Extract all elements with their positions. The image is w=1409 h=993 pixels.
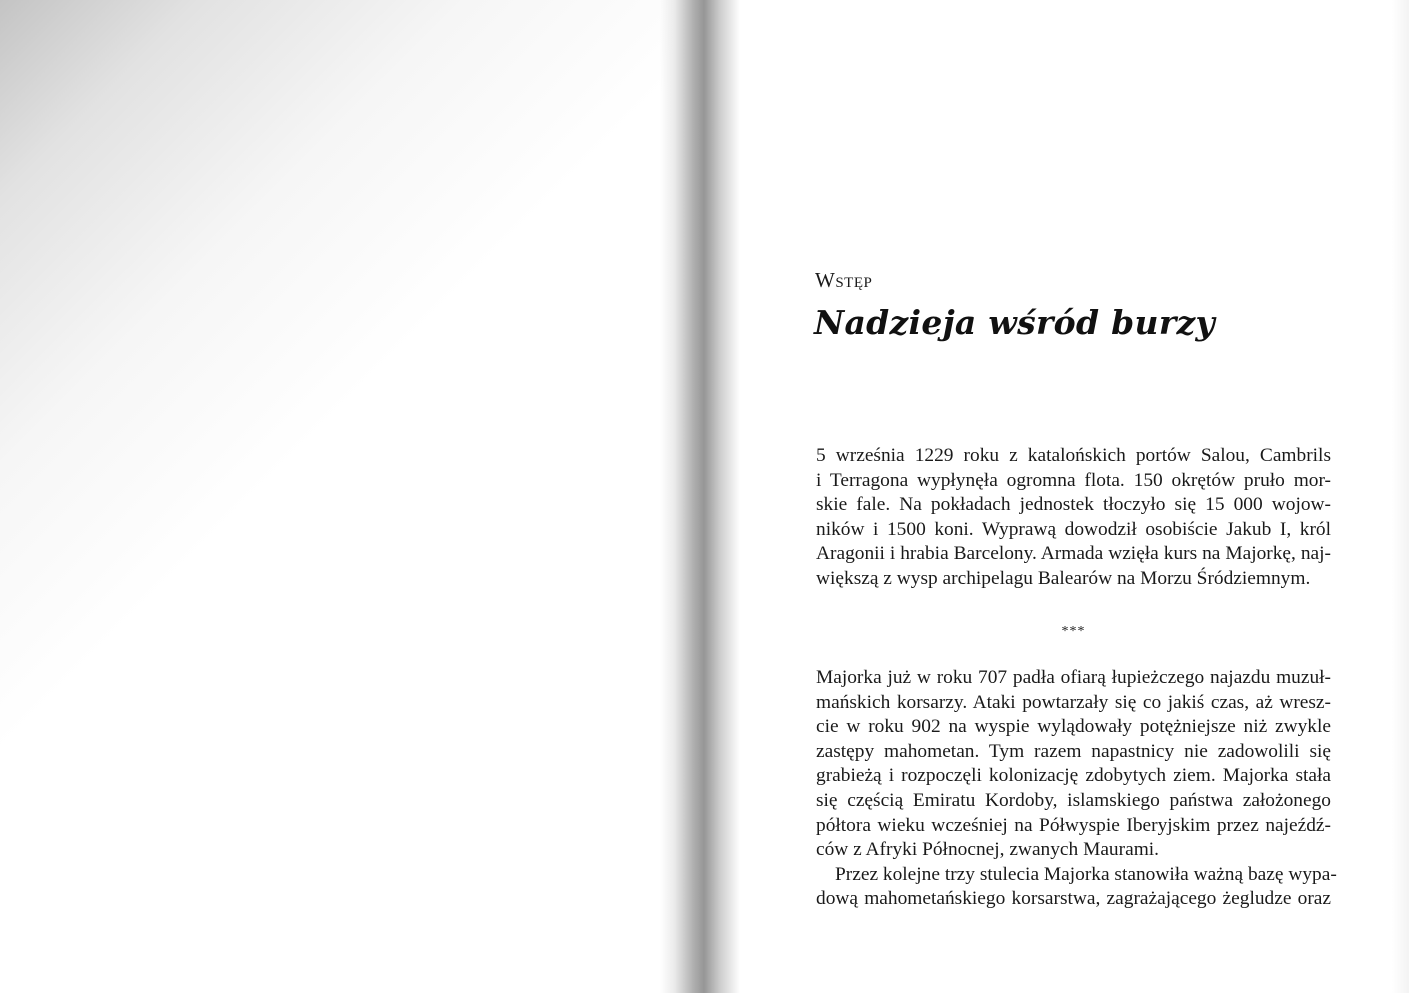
text-line: 5 września 1229 roku z katalońskich portów Salou, Cambrils — [816, 445, 1331, 466]
chapter-title: Nadzieja wśród burzy — [814, 303, 1216, 342]
text-line: ników i 1500 koni. Wyprawą dowodził osobiście Jakub I, król — [816, 518, 1331, 540]
text-line: się częścią Emiratu Kordoby, islamskiego państwa założonego — [816, 789, 1331, 811]
text-line: zastępy mahometan. Tym razem napastnicy nie zadowolili się — [816, 740, 1331, 762]
book-gutter-shadow — [660, 0, 740, 993]
text-line: cie w roku 902 na wyspie wylądowały potężniejsze niż zwykle — [816, 716, 1331, 738]
text-line: i Terragona wypłynęła ogromna flota. 150 okrętów pruło mor- — [816, 469, 1331, 491]
section-label: Wstęp — [815, 268, 873, 292]
text-line: większą z wysp archipelagu Balearów na Morzu Śródziemnym. — [816, 567, 1311, 589]
paragraph-1 — [816, 444, 1331, 592]
text-line: Przez kolejne trzy stulecia Majorka stanowiła ważną bazę wypa- — [835, 863, 1337, 885]
text-line: dową mahometańskiego korsarstwa, zagrażającego żegludze oraz — [816, 888, 1331, 910]
left-page-blank — [0, 0, 680, 993]
page-edge — [1392, 0, 1409, 993]
text-line: Majorka już w roku 707 padła ofiarą łupieżczego najazdu muzuł- — [816, 667, 1331, 688]
text-line: Aragonii i hrabia Barcelony. Armada wzięła kurs na Majorkę, naj- — [816, 543, 1331, 565]
paragraph-2 — [816, 666, 1337, 912]
section-separator: *** — [1061, 624, 1086, 639]
text-line: skie fale. Na pokładach jednostek tłoczyło się 15 000 wojow- — [816, 494, 1331, 516]
right-page — [740, 0, 1392, 993]
text-line: grabieżą i rozpoczęli kolonizację zdobytych ziem. Majorka stała — [816, 765, 1331, 787]
text-line: mańskich korsarzy. Ataki powtarzały się co jakiś czas, aż wresz- — [816, 691, 1331, 713]
text-line: półtora wieku wcześniej na Półwyspie Iberyjskim przez najeźdź- — [816, 814, 1331, 836]
text-line: ców z Afryki Północnej, zwanych Maurami. — [816, 839, 1160, 861]
